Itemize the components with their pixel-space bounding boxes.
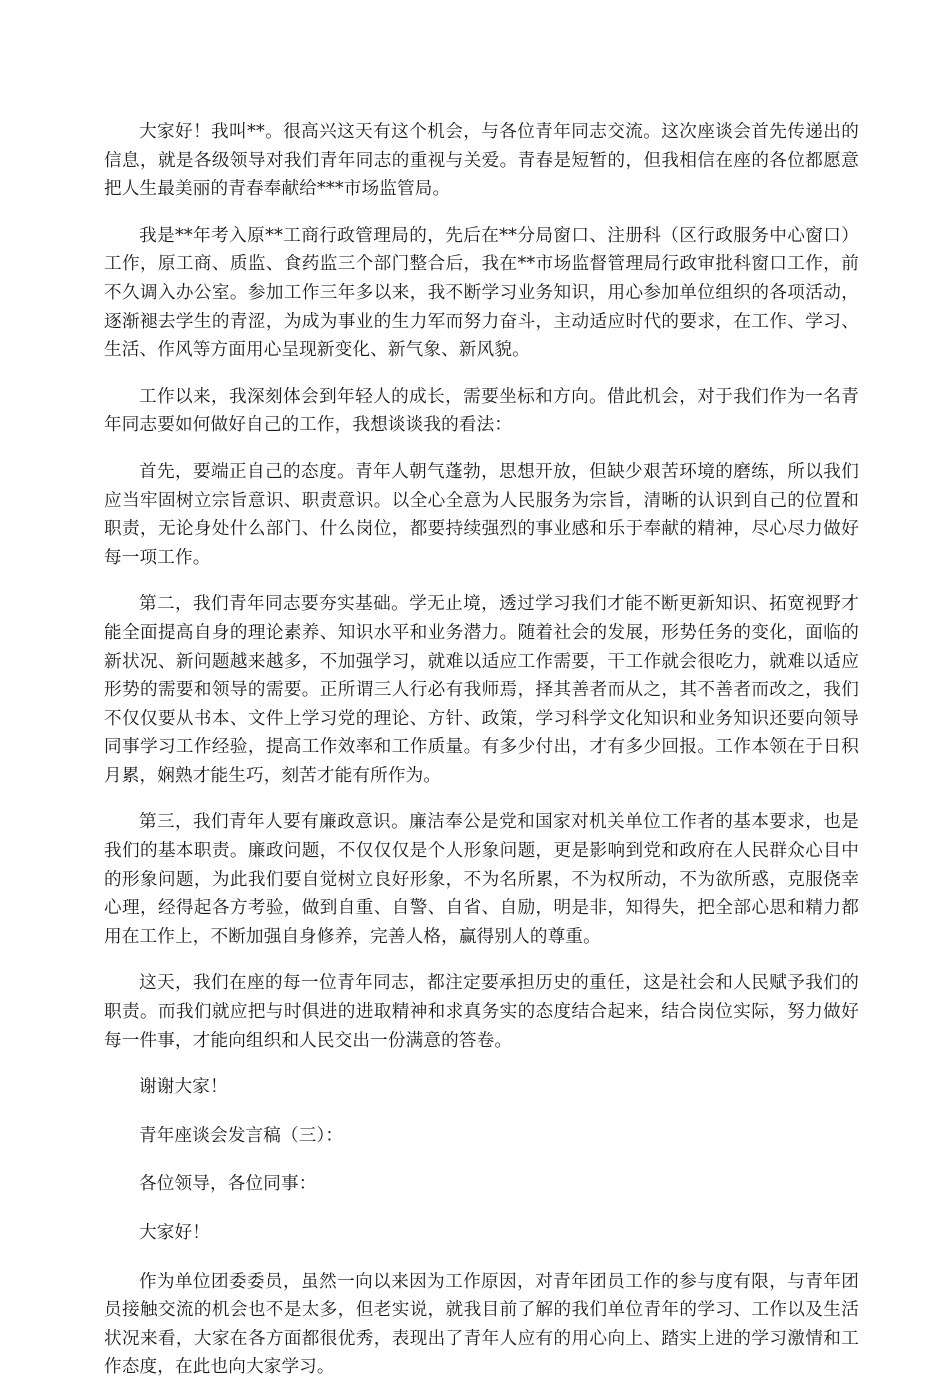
section-title: 青年座谈会发言稿（三）：: [139, 1125, 344, 1146]
paragraph-growth-view: 工作以来，我深刻体会到年轻人的成长，需要坐标和方向。借此机会，对于我们作为一名青年同志要如何做好自己的工作，我想谈谈我的看法：: [104, 386, 859, 436]
document-body: [104, 118, 859, 1400]
paragraph-second-foundation: 第二，我们青年同志要夯实基础。学无止境，透过学习我们才能不断更新知识、拓宽视野才能全面提高自身的理论素养、知识水平和业务潜力。随着社会的发展，形势任务的变化，面临的新状况、新问题越来越多，不加强学习，就难以适应工作需要，干工作就会很吃力，就难以适应形势的需要和领导的需要。正所谓三人行必有我师焉，择其善者而从之，其不善者而改之，我们不仅仅要从书本、文件上学习党的理论、方针、政策，学习科学文化知识和业务知识还要向领导同事学习工作经验，提高工作效率和工作质量。有多少付出，才有多少回报。工作本领在于日积月累，娴熟才能生巧，刻苦才能有所作为。: [104, 594, 859, 786]
paragraph-thanks: 谢谢大家！: [139, 1077, 228, 1098]
paragraph-committee-member: 作为单位团委委员，虽然一向以来因为工作原因，对青年团员工作的参与度有限，与青年团员接触交流的机会也不是太多，但老实说，就我目前了解的我们单位青年的学习、工作以及生活状况来看，大家在各方面都很优秀，表现出了青年人应有的用心向上、踏实上进的学习激情和工作态度，在此也向大家学习。: [104, 1271, 859, 1378]
salutation: 各位领导，各位同事：: [139, 1174, 317, 1195]
paragraph-greeting-intro: 大家好！我叫**。很高兴这天有这个机会，与各位青年同志交流。这次座谈会首先传递出的信息，就是各级领导对我们青年同志的重视与关爱。青春是短暂的，但我相信在座的各位都愿意把人生最美丽的青春奉献给***市场监管局。: [104, 122, 859, 200]
paragraph-responsibility: 这天，我们在座的每一位青年同志，都注定要承担历史的重任，这是社会和人民赋予我们的职责。而我们就应把与时俱进的进取精神和求真务实的态度结合起来，结合岗位实际，努力做好每一件事，才能向组织和人民交出一份满意的答卷。: [104, 973, 859, 1051]
paragraph-third-integrity: 第三，我们青年人要有廉政意识。廉洁奉公是党和国家对机关单位工作者的基本要求，也是我们的基本职责。廉政问题，不仅仅仅是个人形象问题，更是影响到党和政府在人民群众心目中的形象问题，为此我们要自觉树立良好形象，不为名所累，不为权所动，不为欲所惑，克服侥幸心理，经得起各方考验，做到自重、自警、自省、自励，明是非，知得失，把全部心思和精力都用在工作上，不断加强自身修养，完善人格，赢得别人的尊重。: [104, 812, 859, 947]
paragraph-work-history: 我是**年考入原**工商行政管理局的，先后在**分局窗口、注册科（区行政服务中心窗口）工作，原工商、质监、食药监三个部门整合后，我在**市场监督管理局行政审批科窗口工作，前不久调入办公室。参加工作三年多以来，我不断学习业务知识，用心参加单位组织的各项活动，逐渐褪去学生的青涩，为成为事业的生力军而努力奋斗，主动适应时代的要求，在工作、学习、生活、作风等方面用心呈现新变化、新气象、新风貌。: [104, 225, 859, 361]
paragraph-first-attitude: 首先，要端正自己的态度。青年人朝气蓬勃，思想开放，但缺少艰苦环境的磨练，所以我们应当牢固树立宗旨意识、职责意识。以全心全意为人民服务为宗旨，清晰的认识到自己的位置和职责，无论身处什么部门、什么岗位，都要持续强烈的事业感和乐于奉献的精神，尽心尽力做好每一项工作。: [104, 461, 859, 568]
greeting: 大家好！: [139, 1223, 210, 1243]
